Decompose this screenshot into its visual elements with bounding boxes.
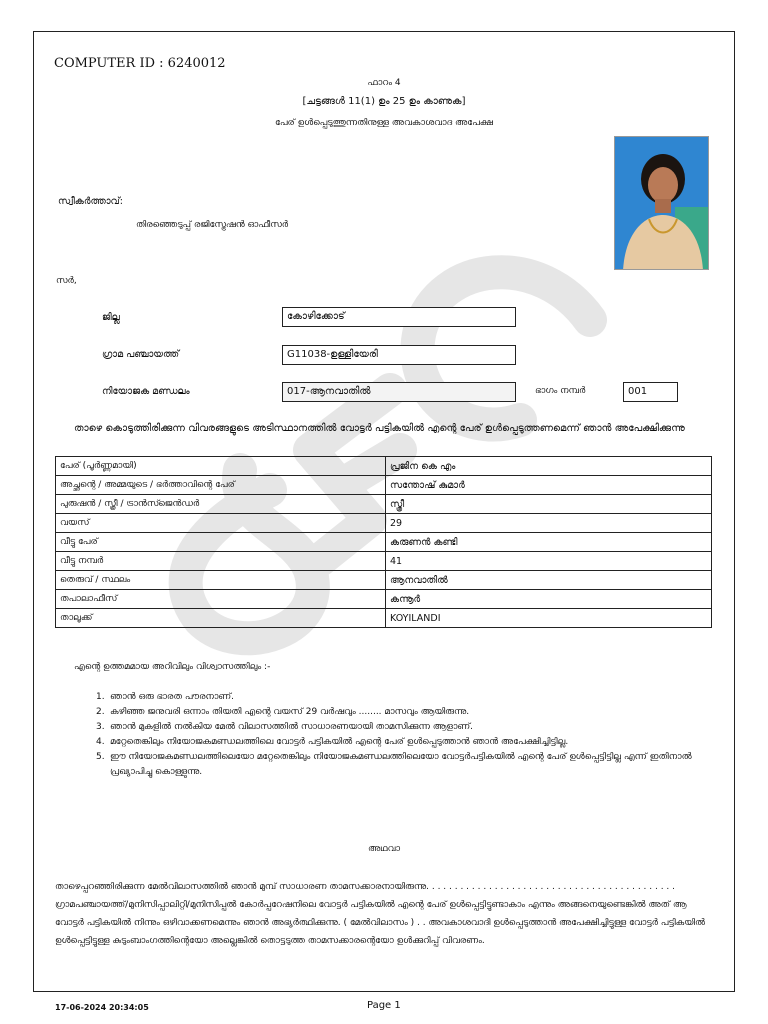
salutation: സർ, (56, 276, 77, 286)
table-row (56, 514, 712, 533)
detail-label: താലൂക്ക് (56, 609, 386, 628)
declaration-number: 1. (96, 692, 105, 702)
declaration-text: ഞാൻ ഒരു ഭാരത പൗരനാണ്. (110, 692, 234, 702)
detail-value: കന്നൂർ (386, 590, 712, 609)
detail-value: സന്തോഷ് കുമാർ (386, 476, 712, 495)
table-row (56, 571, 712, 590)
declaration-list (96, 690, 716, 780)
list-item (96, 690, 716, 705)
declaration-text: മറ്റേതെങ്കിലും നിയോജകമണ്ഡലത്തിലെ വോട്ടർ പട്ടികയിൽ എന്റെ പേര് ഉൾപ്പെടുത്താൻ ഞാൻ അപേക്ഷിച്ചിട്ടില്ല. (110, 737, 569, 747)
district-field: കോഴിക്കോട് (282, 307, 516, 327)
table-row (56, 590, 712, 609)
declaration-text: ഞാൻ മുകളിൽ നൽകിയ മേൽ വിലാസത്തിൽ സാധാരണയായി താമസിക്കുന്ന ആളാണ്. (110, 722, 473, 732)
detail-value: കരുണൻ കണ്ടി (386, 533, 712, 552)
form-title: പേര് ഉൾപ്പെടുത്തുന്നതിനുള്ള അവകാശവാദ അപേക്ഷ (275, 118, 493, 128)
applicant-details-table (55, 456, 712, 628)
belief-heading: എന്റെ ഉത്തമമായ അറിവിലും വിശ്വാസത്തിലും :- (74, 662, 271, 672)
part-number-field: 001 (623, 382, 678, 402)
constituency-label: നിയോജക മണ്ഡലം (102, 386, 190, 397)
panchayat-field: G11038-ഉള്ളിയേരി (282, 345, 516, 365)
detail-label: തപാലാഫീസ് (56, 590, 386, 609)
alternate-address-paragraph: താഴെപ്പറഞ്ഞിരിക്കുന്ന മേൽവിലാസത്തിൽ ഞാൻ മുമ്പ് സാധാരണ താമസക്കാരനായിരുന്നു. . . . . . . . . . . . . . . . . . . . . . . . . . . . . . . . . . . . . . . . . . . . ഗ്രാമപഞ്ചായത്ത്/മുനിസിപ്പാലിറ്റി/മുനിസിപ്പൽ കോർപ്പറേഷനിലെ വോട്ടർ പട്ടികയിൽ എന്റെ പേര് ഉൾപ്പെട്ടിട്ടുണ്ടാകാം എന്നും അങ്ങനെയുണ്ടെങ്കിൽ അത് ആ വോട്ടർ പട്ടികയിൽ നിന്നും ഒഴിവാക്കണമെന്നും ഞാൻ അഭ്യർത്ഥിക്കുന്നു. ( മേൽവിലാസം ) . . അവകാശവാദി ഉൾപ്പെടുത്താൻ അപേക്ഷിച്ചിട്ടുള്ള വോട്ടർ പട്ടികയിൽ ഉൾപ്പെട്ടിട്ടുള്ള കുടുംബാംഗത്തിന്റെയോ അല്ലെങ്കിൽ തൊട്ടടുത്ത താമസക്കാരന്റെയോ ഉൾക്കുറിപ്പ് വിവരണം. (55, 882, 706, 946)
detail-value: 29 (386, 514, 712, 533)
declaration-number: 4. (96, 737, 105, 747)
recipient-officer: തിരഞ്ഞെടുപ്പ് രജിസ്ട്രേഷൻ ഓഫീസർ (136, 220, 289, 230)
detail-label: വീട്ടു നമ്പർ (56, 552, 386, 571)
declaration-number: 2. (96, 707, 105, 717)
declaration-text: ഈ നിയോജകമണ്ഡലത്തിലെയോ മറ്റേതെങ്കിലും നിയോജകമണ്ഡലത്തിലെയോ വോട്ടർപട്ടികയിൽ എന്റെ പേര് ഉൾപ്പെട്ടിട്ടില്ല എന്ന് ഇതിനാൽ പ്രഖ്യാപിച്ചു കൊള്ളുന്നു. (110, 752, 692, 777)
table-row (56, 476, 712, 495)
constituency-field: 017-ആനവാതിൽ (282, 382, 516, 402)
applicant-photo-icon (615, 137, 709, 270)
table-row (56, 457, 712, 476)
request-text: താഴെ കൊടുത്തിരിക്കുന്ന വിവരങ്ങളുടെ അടിസ്ഥാനത്തിൽ വോട്ടർ പട്ടികയിൽ എന്റെ പേര് ഉൾപ്പെടുത്തണമെന്ന് ഞാൻ അപേക്ഷിക്കുന്നു (74, 423, 685, 434)
table-row (56, 495, 712, 514)
declaration-number: 5. (96, 752, 105, 762)
print-timestamp: 17-06-2024 20:34:05 (55, 1003, 149, 1012)
detail-label: വയസ് (56, 514, 386, 533)
table-row (56, 552, 712, 571)
panchayat-label: ഗ്രാമ പഞ്ചായത്ത് (102, 349, 180, 360)
computer-id: COMPUTER ID : 6240012 (54, 56, 226, 71)
detail-label: തെരുവ് / സ്ഥലം (56, 571, 386, 590)
detail-value: 41 (386, 552, 712, 571)
declaration-number: 3. (96, 722, 105, 732)
detail-value: പ്രജിന കെ എം (386, 457, 712, 476)
applicant-photo (614, 136, 709, 270)
form-number: ഫാറം 4 (367, 78, 401, 88)
part-number-label: ഭാഗം നമ്പർ (535, 386, 586, 396)
detail-label: അച്ഛന്റെ / അമ്മയുടെ / ഭർത്താവിന്റെ പേര് (56, 476, 386, 495)
recipient-label: സ്വീകർത്താവ്: (58, 196, 123, 207)
detail-label: വീട്ടു പേര് (56, 533, 386, 552)
list-item (96, 720, 716, 735)
list-item (96, 705, 716, 720)
table-row (56, 609, 712, 628)
detail-value: ആനവാതിൽ (386, 571, 712, 590)
detail-value: സ്ത്രീ (386, 495, 712, 514)
page-number: Page 1 (367, 1000, 401, 1011)
declaration-text: കഴിഞ്ഞ ജനുവരി ഒന്നാം തിയതി എന്റെ വയസ് 29 വർഷവും ........ മാസവും ആയിരുന്നു. (110, 707, 470, 717)
detail-label: പുരുഷൻ / സ്ത്രീ / ട്രാൻസ്ജെൻഡർ (56, 495, 386, 514)
detail-value: KOYILANDI (386, 609, 712, 628)
district-label: ജില്ല (102, 312, 120, 323)
or-label: അഥവാ (367, 844, 401, 854)
rule-reference: [ചട്ടങ്ങൾ 11(1) ഉം 25 ഉം കാണുക] (302, 96, 466, 107)
list-item (96, 735, 716, 750)
table-row (56, 533, 712, 552)
list-item (96, 750, 716, 780)
detail-label: പേര് (പൂർണ്ണമായി) (56, 457, 386, 476)
